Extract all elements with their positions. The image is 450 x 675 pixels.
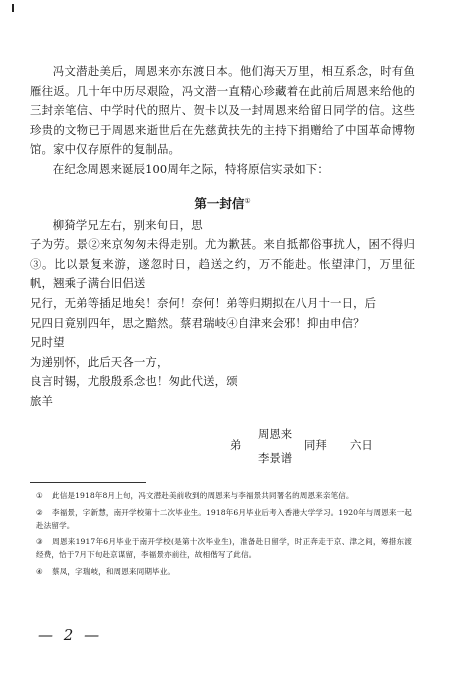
- footnote-divider: [30, 482, 146, 483]
- signature-jointly-bow: 同拜: [304, 437, 327, 452]
- footnote-number: ④: [36, 566, 43, 576]
- signature-name-li: 李景谱: [258, 450, 293, 465]
- footnote: [36, 490, 412, 503]
- footnote-text: 蔡凤，字瑞岐，和周恩来同期毕业。: [52, 566, 176, 576]
- signature-brother: 弟: [230, 437, 242, 452]
- intro-paragraph-1: 冯文潜赴美后，周恩来亦东渡日本。他们海天万里，相互系念，时有鱼雁往返。几十年中历尽艰险，冯文潜一直精心珍藏着在此前后周恩来给他的三封亲笔信、中学时代的照片、贺卡以及一封周恩来给留日同学的信。这些珍贵的文物已于周恩来逝世后在先慈黄扶先的主持下捐赠给了中国革命博物馆。家中仅存原件的复制品。: [30, 64, 415, 157]
- footnote-number: ②: [36, 507, 43, 517]
- footnote: [36, 566, 412, 579]
- letter-title-footnote-mark: ①: [244, 196, 251, 205]
- intro-paragraph-2: 在纪念周恩来诞辰100周年之际，特将原信实录如下：: [52, 161, 329, 176]
- footnote-text: 周恩来1917年6月毕业于南开学校(是第十次毕业生)，准备赴日留学，时正奔走于京、津之间，筹措东渡经费，恰于7月下旬赴京谋留，李福景亦前往，故相偕写了此信。: [36, 537, 412, 560]
- footnote-text: 李福景，字新慧，南开学校第十二次毕业生。1918年6月毕业后考入香港大学学习。1920年与周恩来一起赴法留学。: [36, 507, 412, 530]
- top-edge-mark: [12, 4, 14, 12]
- intro-section: [30, 62, 415, 180]
- letter-line: 柳猗学兄左右，别来旬日，思: [52, 217, 203, 232]
- signature-name-zhou: 周恩来: [258, 426, 293, 441]
- footnote: [36, 536, 412, 562]
- footnote-text: 此信是1918年8月上旬，冯文潜赴美前收到的周恩来与李福景共同署名的周恩来亲笔信。: [52, 491, 354, 500]
- letter-title-text: 第一封信: [194, 195, 245, 211]
- letter-line: 兄行，无弟等插足地矣！奈何！奈何！弟等归期拟在八月十一日，后: [30, 295, 377, 310]
- letter-body: [30, 216, 415, 412]
- footnote-number: ①: [36, 491, 43, 500]
- letter-title: [30, 194, 415, 212]
- footnote-number: ③: [36, 537, 43, 547]
- signature-date: 六日: [350, 437, 373, 452]
- letter-line: 兄时望: [30, 335, 65, 350]
- letter-signature: [30, 426, 415, 470]
- page-number: — 2 —: [38, 626, 103, 644]
- footnotes: [36, 490, 412, 583]
- page-body: [30, 62, 415, 470]
- letter-line: 为递别怀，此后天各一方，: [30, 354, 169, 369]
- letter-line: 旅羊: [30, 393, 54, 408]
- footnote: [36, 507, 412, 533]
- letter-line: 良言时锡，尤殷殷系念也！匆此代送，颂: [30, 374, 238, 389]
- letter-line: 子为劳。景②来京匆匆未得走别。尤为歉甚。来自抵都俗事扰人，困不得归③。比以景复来游，遂忽时日，趋送之约，万不能赴。怅望津门，万里征帆，翘乘子满台旧侣送: [30, 237, 415, 291]
- letter-line: 兄四日竟别四年，思之黯然。蔡君瑞岐④自津来会邪！抑由申信？: [30, 315, 365, 330]
